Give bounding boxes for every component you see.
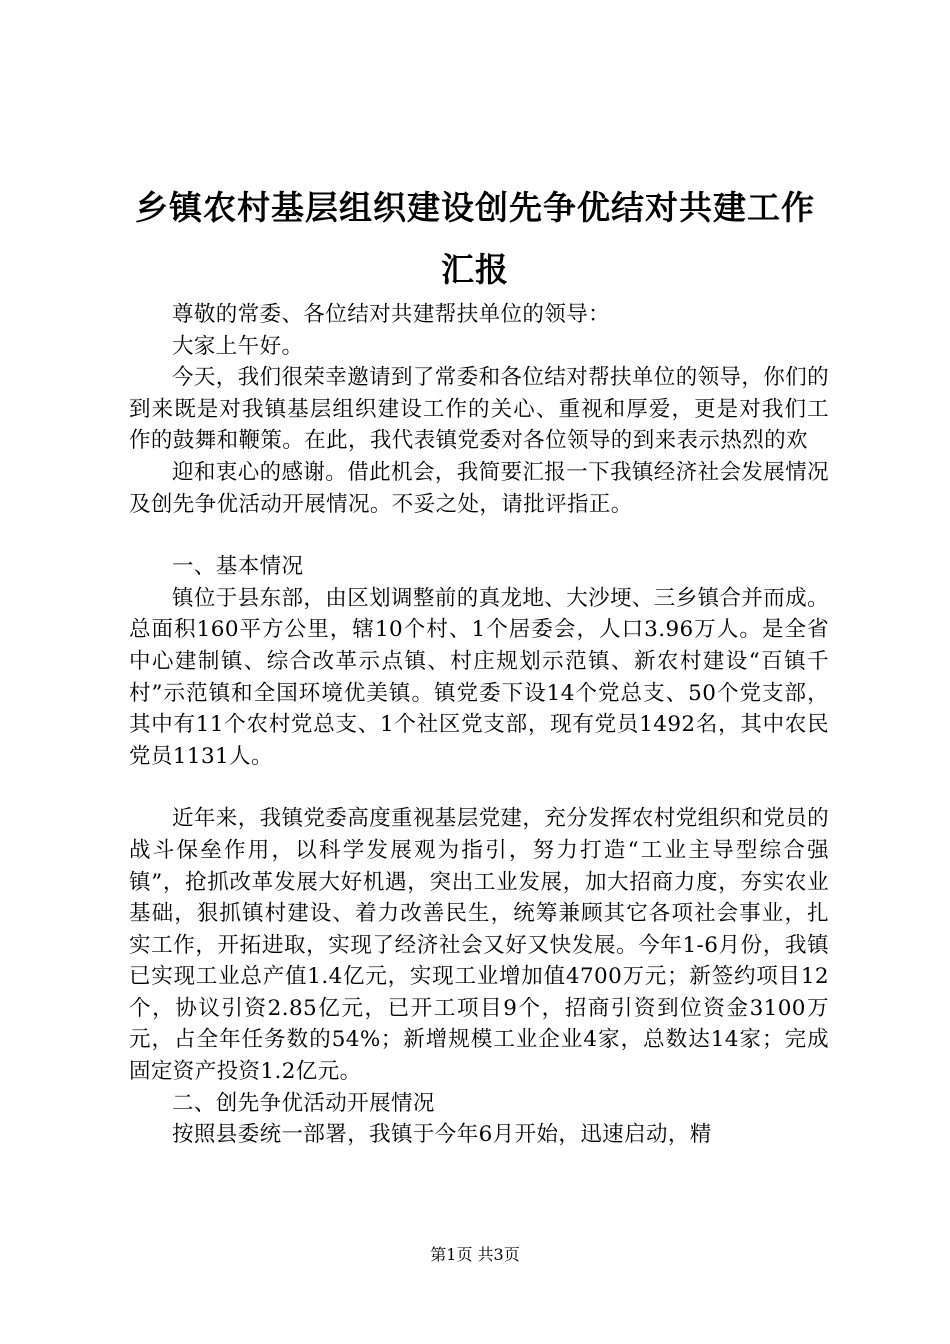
intro-continuation-paragraph: 迎和衷心的感谢。借此机会，我简要汇报一下我镇经济社会发展情况及创先争优活动开展情况。不妥之处，请批评指正。	[129, 459, 830, 517]
intro-paragraph: 今天，我们很荣幸邀请到了常委和各位结对帮扶单位的领导，你们的到来既是对我镇基层组织建设工作的关心、重视和厚爱，更是对我们工作的鼓舞和鞭策。在此，我代表镇党委对各位领导的到来表示热烈的欢	[129, 365, 830, 454]
document-title-line-2: 汇报	[441, 250, 509, 289]
page-footer: 第1页 共3页	[430, 1245, 520, 1264]
document-body	[129, 299, 829, 1151]
section-heading-2: 二、创先争优活动开展情况	[172, 1090, 435, 1116]
development-paragraph: 近年来，我镇党委高度重视基层党建，充分发挥农村党组织和党员的战斗保垒作用，以科学发展观为指引，努力打造“工业主导型综合强镇”，抢抓改革发展大好机遇，突出工业发展，加大招商力度，夯实农业基础，狠抓镇村建设、着力改善民生，统筹兼顾其它各项社会事业，扎实工作，开拓进取，实现了经济社会又好又快发展。今年1-6月份，我镇已实现工业总产值1.4亿元，实现工业增加值4700万元；新签约项目12个，协议引资2.85亿元，已开工项目9个，招商引资到位资金3100万元，占全年任务数的54%；新增规模工业企业4家，总数达14家；完成固定资产投资1.2亿元。	[129, 806, 830, 1085]
document-title-line-1: 乡镇农村基层组织建设创先争优结对共建工作	[135, 188, 815, 227]
salutation-paragraph: 尊敬的常委、各位结对共建帮扶单位的领导：	[172, 302, 611, 327]
greeting-paragraph: 大家上午好。	[172, 333, 304, 359]
section-heading-1: 一、基本情况	[172, 554, 304, 580]
basic-info-paragraph: 镇位于县东部，由区划调整前的真龙地、大沙埂、三乡镇合并而成。总面积160平方公里，辖10个村、1个居委会，人口3.96万人。是全省中心建制镇、综合改革示点镇、村庄规划示范镇、新农村建设“百镇千村”示范镇和全国环境优美镇。镇党委下设14个党总支、50个党支部，其中有11个农村党总支、1个社区党支部，现有党员1492名，其中农民党员1131人。	[129, 585, 830, 769]
activity-paragraph: 按照县委统一部署，我镇于今年6月开始，迅速启动，精	[172, 1122, 712, 1148]
